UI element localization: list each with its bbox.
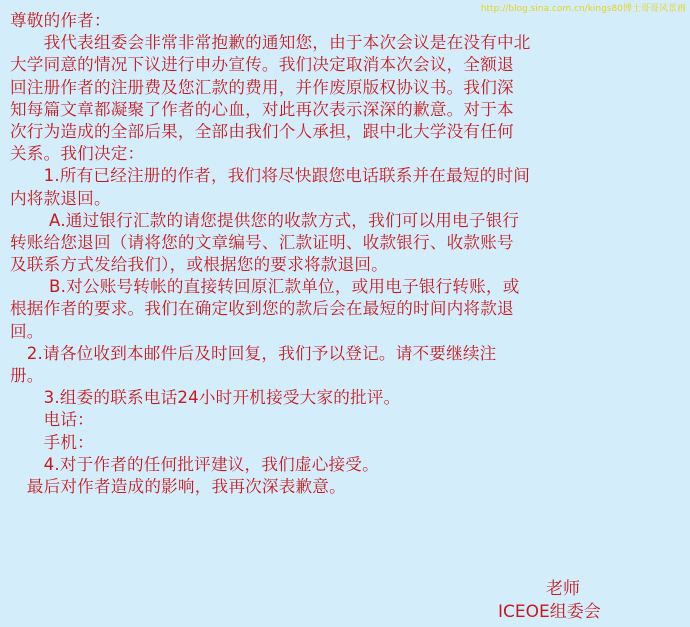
mobile-label: 手机： (10, 432, 94, 452)
decision-item-3-line: 3.组委的联系电话24小时开机接受大家的批评。 (10, 388, 401, 408)
salutation: 尊敬的作者： (10, 11, 111, 30)
phone-label: 电话： (10, 410, 94, 430)
decision-item-a-line: A.通过银行汇款的请您提供您的收款方式，我们可以用电子银行 (10, 210, 520, 230)
letter-body-line: 大学同意的情况下议进行申办宣传。我们决定取消本次会议，全额退 (10, 55, 514, 75)
blog-watermark: http://blog.sina.com.cn/kings80博士哥哥风景画 (480, 4, 686, 14)
signature-title: 老师 (546, 579, 580, 599)
decision-item-b-line: 回。 (10, 321, 44, 341)
decision-item-a-line: 转账给您退回（请将您的文章编号、汇款证明、收款银行、收款账号 (10, 232, 514, 252)
letter-body-line: 回注册作者的注册费及您汇款的费用，并作废原版权协议书。我们深 (10, 77, 514, 97)
decision-item-2-line: 2.请各位收到本邮件后及时回复，我们予以登记。请不要继续注 (10, 343, 497, 363)
letter-body-line: 知每篇文章都凝聚了作者的心血，对此再次表示深深的歉意。对于本 (10, 99, 514, 119)
decision-item-2-line: 册。 (10, 366, 44, 385)
decision-item-b-line: B.对公账号转帐的直接转回原汇款单位，或用电子银行转账，或 (10, 277, 520, 297)
decision-item-1-line: 内将款退回。 (10, 188, 111, 208)
decision-item-4-line: 4.对于作者的任何批评建议，我们虚心接受。 (10, 454, 379, 474)
letter-body-line: 我代表组委会非常非常抱歉的通知您，由于本次会议是在没有中北 (10, 33, 531, 53)
decision-item-1-line: 1.所有已经注册的作者，我们将尽快跟您电话联系并在最短的时间 (10, 166, 531, 186)
letter-body-line: 关系。我们决定： (10, 144, 145, 164)
decision-item-a-line: 及联系方式发给我们），或根据您的要求将款退回。 (10, 255, 388, 275)
letter-body-line: 次行为造成的全部后果，全部由我们个人承担，跟中北大学没有任何 (10, 121, 514, 141)
closing-line: 最后对作者造成的影响，我再次深表歉意。 (10, 476, 346, 496)
apology-letter (10, 10, 686, 498)
signature-org: ICEOE组委会 (498, 602, 601, 622)
decision-item-b-line: 根据作者的要求。我们在确定收到您的款后会在最短的时间内将款退 (10, 299, 514, 319)
